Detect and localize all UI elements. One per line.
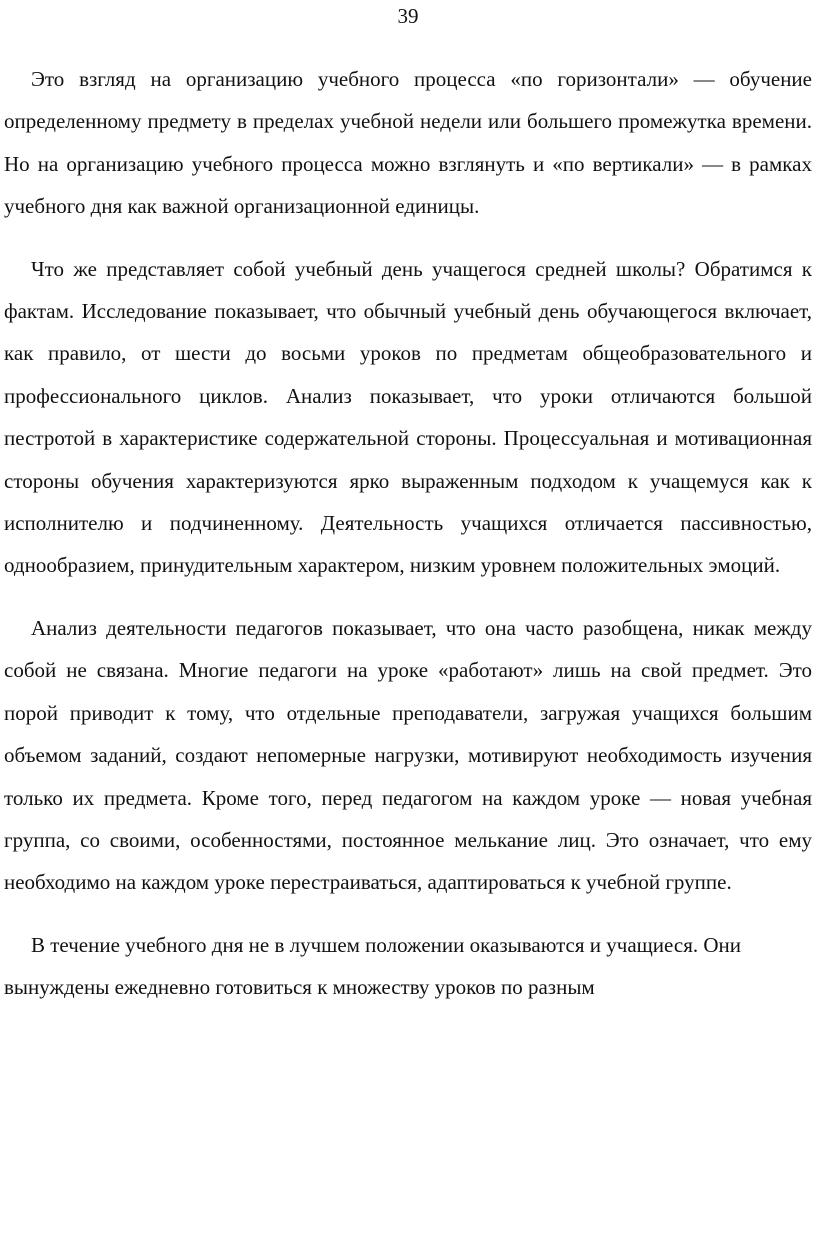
paragraph: Анализ деятельности педагогов показывает, что она часто разобщена, никак между собой не связана. Многие педагоги на уроке «работают» лишь на свой предмет. Это порой приводит к тому, что отдельные преподаватели, загружая учащихся большим объемом заданий, создают непомерные нагрузки, мотивируют необходимость изучения только их предмета. Кроме того, перед педагогом на каждом уроке — новая учебная группа, со своими, особенностями, постоянное мелькание лиц. Это означает, что ему необходимо на каждом уроке перестраиваться, адаптироваться к учебной группе. <box>4 615 812 895</box>
paragraph: В течение учебного дня не в лучшем положении оказываются и учащиеся. Они вынуждены ежедневно готовиться к множеству уроков по разным <box>4 932 742 1000</box>
page-number: 39 <box>397 4 419 28</box>
paragraph: Это взгляд на организацию учебного процесса «по горизонтали» — обучение определенному предмету в пределах учебной недели или большего промежутка времени. Но на организацию учебного процесса можно взглянуть и «по вертикали» — в рамках учебного дня как важной организационной единицы. <box>4 67 812 219</box>
body-text <box>4 58 812 1009</box>
paragraph: Что же представляет собой учебный день учащегося средней школы? Обратимся к фактам. Исследование показывает, что обычный учебный день обучающегося включает, как правило, от шести до восьми уроков по предметам общеобразовательного и профессионального циклов. Анализ показывает, что уроки отличаются большой пестротой в характеристике содержательной стороны. Процессуальная и мотивационная стороны обучения характеризуются ярко выраженным подходом к учащемуся как к исполнителю и подчиненному. Деятельность учащихся отличается пассивностью, однообразием, принудительным характером, низким уровнем положительных эмоций. <box>4 256 812 578</box>
